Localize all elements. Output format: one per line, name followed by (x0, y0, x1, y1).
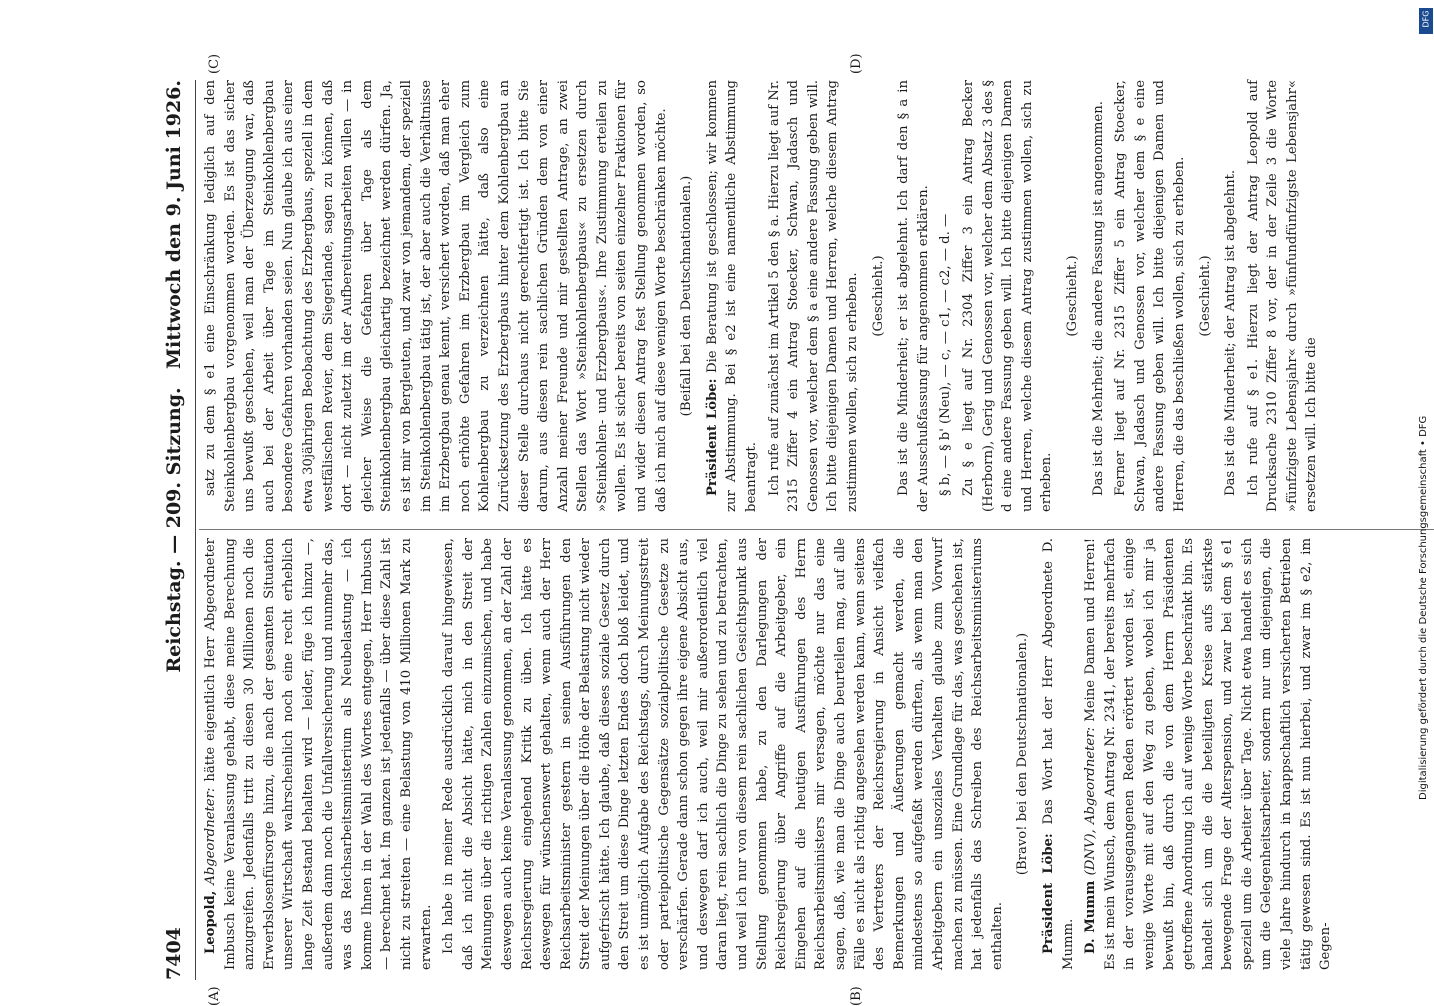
interjection: (Geschieht.) (1064, 255, 1080, 337)
paragraph-text: Ich rufe auf zunächst im Artikel 5 den § a. Hierzu liegt auf Nr. 2315 Ziffer 4 ein Antrag Stoecker, Schwan, Jadasch und Genossen vor, welcher dem § a eine andere Fassung geben will. Ich bitte diejenigen Damen und Herren, welche diesem Antrag zustimmen wollen, sich zu erheben. (766, 80, 860, 512)
column-divider (199, 529, 1434, 530)
margin-letter-d: (D) (849, 53, 864, 74)
speaker-name: Leopold, (203, 890, 218, 954)
paragraph-text: Das Wort hat der Herr Abgeordnete D. Mumm. (1040, 538, 1076, 970)
paragraph-text: Das ist die Minderheit; er ist abgelehnt. Ich darf den § a in der Ausschußfassung für angenommen erklären. (896, 80, 931, 512)
paragraph (703, 80, 762, 512)
paragraph (1081, 538, 1336, 970)
margin-letter-c: (C) (207, 53, 222, 74)
interjection: (Geschieht.) (870, 255, 886, 337)
paragraph (936, 80, 956, 512)
page-header (159, 80, 199, 980)
dfg-logo: DFG (1419, 8, 1433, 34)
paragraph-text: § b, — § b' (Neu), — c, — c1, — c2, — d. — (938, 213, 954, 496)
margin-letter-b: (B) (849, 986, 864, 1006)
speaker-name: D. Mumm (1083, 880, 1099, 954)
paragraph (201, 538, 436, 970)
right-column (201, 80, 1325, 512)
paragraph-text: Das ist die Minderheit; der Antrag ist abgelehnt. (1223, 169, 1239, 496)
paragraph-text: Ich habe in meiner Rede ausdrücklich darauf hingewiesen, daß ich nicht die Absicht hätte, mich in den Streit der Meinungen über die richtigen Zahlen einzumischen, und habe deswegen auch keine Veranlassung genommen, an der Zahl der Reichsregierung eingehend Kritik zu üben. Ich hätte es deswegen für wünschenswert gehalten, wenn auch der Herr Reichsarbeitsminister gestern in seinen Ausführungen den Streit der Meinungen über die Höhe der Belastung nicht wieder aufgefrischt hätte. Ich glaube, daß dieses soziale Gesetz durch den Streit um diese Dinge letzten Endes doch bloß leidet, und es ist unmöglich Aufgabe des Reichstags, durch Meinungsstreit oder parteipolitische Gegensätze sozialpolitische Gesetze zu verschärfen. Gerade dann schon gegen ihre eigene Absicht aus, und deswegen darf ich auch, weil mir außerordentlich viel daran liegt, rein sachlich die Dinge zu sehen und zu betrachten, und weil ich nur von diesem rein sachlichen Gesichtspunkt aus Stellung genommen habe, zu den Darlegungen der Reichsregierung über Angriffe auf die Arbeitgeber, ein Eingehen auf die heutigen Ausführungen des Herrn Reichsarbeitsministers mir versagen, möchte nur das eine sagen, daß, wie man die Dinge auch beurteilen mag, auf alle Fälle es nicht als richtig angesehen werden kann, wenn seitens des Vertreters der Reichsregierung in Ansicht vielfach Bemerkungen und Äußerungen gemacht werden, die mindestens so aufgefaßt werden dürften, als wenn man den Arbeitgebern ein unsoziales Verhalten glaube zum Vorwurf machen zu müssen. Eine Grundlage für das, was geschehen ist, hat jedenfalls das Schreiben des Reichsarbeitsministeriums enthalten. (441, 538, 1005, 970)
interjection: (Bravo! bei den Deutschnationalen.) (1015, 632, 1031, 876)
paragraph (201, 80, 671, 512)
speaker-name: Präsident Löbe: (704, 378, 720, 496)
paragraph (959, 80, 1057, 512)
margin-letter-a: (A) (207, 986, 222, 1006)
speaker-role: Abgeordneter: (203, 787, 218, 891)
speaker-role: (DNV), Abgeordneter: (1083, 727, 1099, 881)
paragraph (1039, 538, 1078, 970)
header-rule (195, 80, 196, 980)
paragraph-text: hätte eigentlich Herr Abgeordneter Imbusch keine Veranlassung gehabt, diese meine Berechnung anzugreifen. Jedenfalls tritt zu diesen 30 Millionen noch die Erwerbslosenfürsorge hinzu, die nach der gesamten Situation unserer Wirtschaft wahrscheinlich noch eine recht erheblich lange Zeit Bestand behalten wird — leider, füge ich hinzu —, außerdem dann noch die Unfallversicherung und nunmehr das, was das Reichsarbeitsministerium als Neubelastung — ich komme Ihnen in der Wahl des Wortes entgegen, Herr Imbusch — berechnet hat. Im ganzen ist jedenfalls — über diese Zahl ist nicht zu streiten — eine Belastung von 410 Millionen Mark zu erwarten. (203, 538, 434, 970)
paragraph-text: Meine Damen und Herren! Es ist mein Wunsch, dem Antrag Nr. 2341, der bereits mehrfach in der vorausgegangenen Reden erörtert worden ist, einige wenige Worte mit auf den Weg zu geben, wobei ich mir ja bewußt bin, daß durch die von dem Herrn Präsidenten getroffene Anordnung ich auf wenige Worte beschränkt bin. Es handelt sich um die die beteiligten Kreise aufs stärkste bewegende Frage der Alterspension, und zwar bei dem § e1 speziell um die Arbeiter über Tage. Nicht etwa handelt es sich um die Gelegenheitsarbeiter, sondern nur um diejenigen, die viele Jahre hindurch in knappschaftlich versicherten Betrieben tätig gewesen sind. Es ist nun hierbei, und zwar im § e2, im Gegen- (1083, 537, 1334, 970)
paragraph (894, 80, 933, 512)
dfg-credit-text: Digitalisierung gefördert durch die Deutsche Forschungsgemeinschaft • DFG (1418, 415, 1429, 800)
header-date: Mittwoch den 9. Juni 1926. (163, 80, 185, 370)
page-number: 7404 (163, 927, 185, 980)
left-column (201, 538, 1339, 970)
paragraph-text: Zu § e liegt auf Nr. 2304 Ziffer 3 ein Antrag Becker (Herborn), Gerig und Genossen vor, welcher dem Absatz 3 des § d eine andere Fassung geben will. Ich bitte diejenigen Damen und Herren, welche diesem Antrag zustimmen wollen, sich zu erheben. (960, 80, 1055, 512)
paragraph-text: Ich rufe auf § e1. Hierzu liegt der Antrag Leopold auf Drucksache 2310 Ziffer 8 vor, der in der Zeile 3 die Worte »fünfzigste Lebensjahr« durch »fünfundfünfzigste Lebensjahr« ersetzen will. Ich bitte die (1245, 80, 1320, 512)
paragraph-text: Die Beratung ist geschlossen; wir kommen zur Abstimmung. Bei § e2 ist eine namentliche Abstimmung beantragt. (704, 80, 760, 512)
paragraph (1089, 80, 1109, 512)
paragraph (439, 538, 1007, 970)
paragraph (1111, 80, 1189, 512)
paragraph (1221, 80, 1241, 512)
paragraph-text: Das ist die Mehrheit; die andere Fassung ist angenommen. (1090, 101, 1106, 496)
interjection: (Beifall bei den Deutschnationalen.) (679, 175, 695, 417)
paragraph-text: satz zu dem § e1 eine Einschränkung lediglich auf den Steinkohlenbergbau vorgenommen worden. Es ist das sicher uns bewußt geschehen, weil man der Überzeugung war, daß auch bei der Arbeit über Tage im Steinkohlenbergbau besondere Gefahren vorhanden seien. Nun glaube ich aus einer etwa 30jährigen Beobachtung des Erzbergbaus, speziell in dem westfälischen Revier, dem Siegerlande, sagen zu können, daß dort — nicht zuletzt im der Aufbereitungsarbeiten willen — in gleicher Weise die Gefahren über Tage als dem Steinkohlenbergbau gleichartig bezeichnet werden dürfen. Ja, es ist mir von Bergleuten, und zwar von jemandem, der speziell im Steinkohlenbergbau tätig ist, der aber auch die Verhältnisse im Erzbergbau genau kennt, versichert worden, daß man eher noch erhöhte Gefahren im Erzbergbau im Vergleich zum Kohlenbergbau zu verzeichnen hätte, daß also eine Zurücksetzung des Erzbergbaus hinter dem Kohlenbergbau an dieser Stelle durchaus nicht gerechtfertigt ist. Ich bitte Sie darum, aus diesen rein sachlichen Gründen dem von einer Anzahl meiner Freunde und mir gestellten Antrage, an zwei Stellen das Wort »Steinkohlenbergbaus« zu ersetzen durch »Steinkohlen- und Erzbergbaus«. Ihre Zustimmung erteilen zu wollen. Es ist sicher bereits von seiten einzelner Fraktionen für und wider diesen Antrag fest Stellung genommen worden, so daß ich mich auf diese wenigen Worte beschränken möchte. (203, 80, 669, 512)
header-title: Reichstag. — 209. Sitzung. (163, 387, 185, 673)
rotated-newspaper-page (159, 53, 1434, 1006)
paragraph-text: Ferner liegt auf Nr. 2315 Ziffer 5 ein Antrag Stoecker, Schwan, Jadasch und Genossen vor, welcher dem § e eine andere Fassung geben will. Ich bitte diejenigen Damen und Herren, die das beschließen wollen, sich zu erheben. (1113, 80, 1187, 512)
paragraph (765, 80, 863, 512)
speaker-name: Präsident Löbe: (1040, 833, 1056, 954)
interjection: (Geschieht.) (1197, 255, 1213, 337)
paragraph (1244, 80, 1322, 512)
